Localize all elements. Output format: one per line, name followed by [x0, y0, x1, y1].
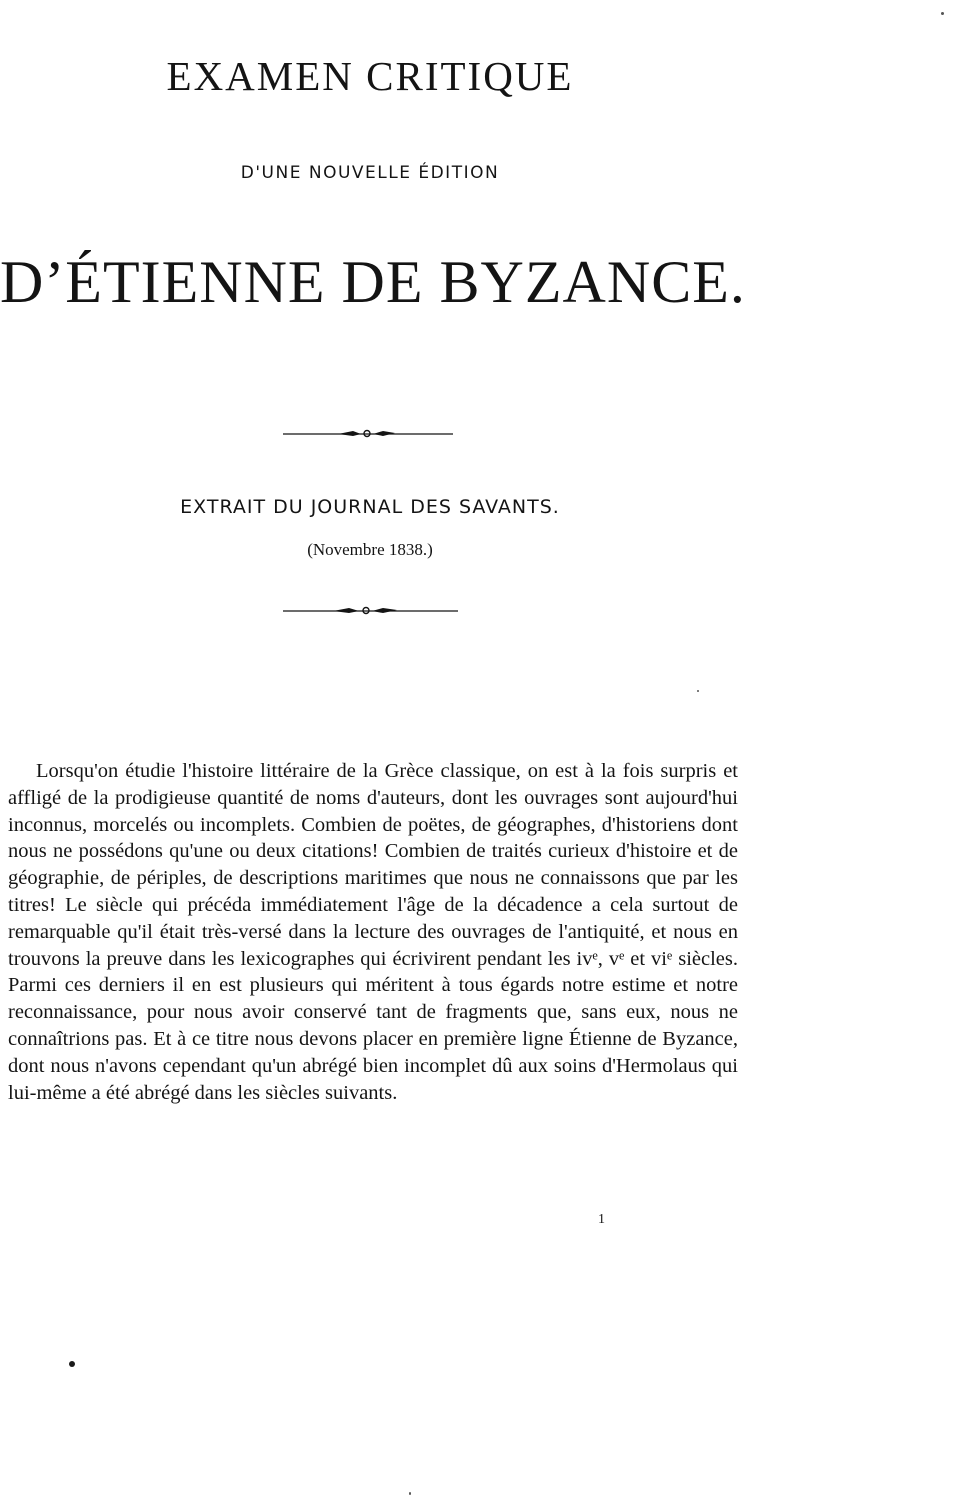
main-title-etienne-de-byzance: D’ÉTIENNE DE BYZANCE.: [0, 249, 746, 315]
scan-speck: [941, 12, 944, 15]
subtitle-nouvelle-edition: D'UNE NOUVELLE ÉDITION: [240, 163, 500, 183]
scan-speck: [697, 690, 699, 692]
source-journal-des-savants: EXTRAIT DU JOURNAL DES SAVANTS.: [180, 496, 560, 518]
publication-date: (Novembre 1838.): [307, 540, 433, 559]
ornamental-rule-bottom: [283, 605, 458, 615]
ink-dot: [69, 1361, 75, 1367]
body-paragraph: Lorsqu'on étudie l'histoire littéraire de la Grèce classique, on est à la fois surpris et affligé de la prodigieuse quantité de noms d'auteurs, dont les ouvrages sont aujourd'hui inconnus, morcelés ou incomplets. Combien de poëtes, de géographes, d'historiens dont nous ne possédons qu'une ou deux citations! Combien de traités curieux d'histoire et de géographie, de périples, de descriptions maritimes que nous ne connaissons que par les titres! Le siècle qui précéda immédiatement l'âge de la décadence a cela surtout de remarquable qu'il était très-versé dans la lecture des ouvrages de l'antiquité, et nous en trouvons la preuve dans les lexicographes qui écrivirent pendant les ivᵉ, vᵉ et viᵉ siècles. Parmi ces derniers il en est plusieurs qui méritent à tous égards notre estime et notre reconnaissance, pour nous avoir conservé tant de fragments que, sans eux, nous ne connaîtrions pas. Et à ce titre nous devons placer en première ligne Étienne de Byzance, dont nous n'avons cependant qu'un abrégé bien incomplet dû aux soins d'Hermolaus qui lui-même a été abrégé dans les siècles suivants.: [8, 760, 738, 1104]
page-signature: 1: [598, 1212, 605, 1227]
ornamental-rule-top: [283, 428, 453, 438]
heading-examen-critique: EXAMEN CRITIQUE: [166, 53, 574, 99]
scan-speck: [409, 1492, 411, 1495]
